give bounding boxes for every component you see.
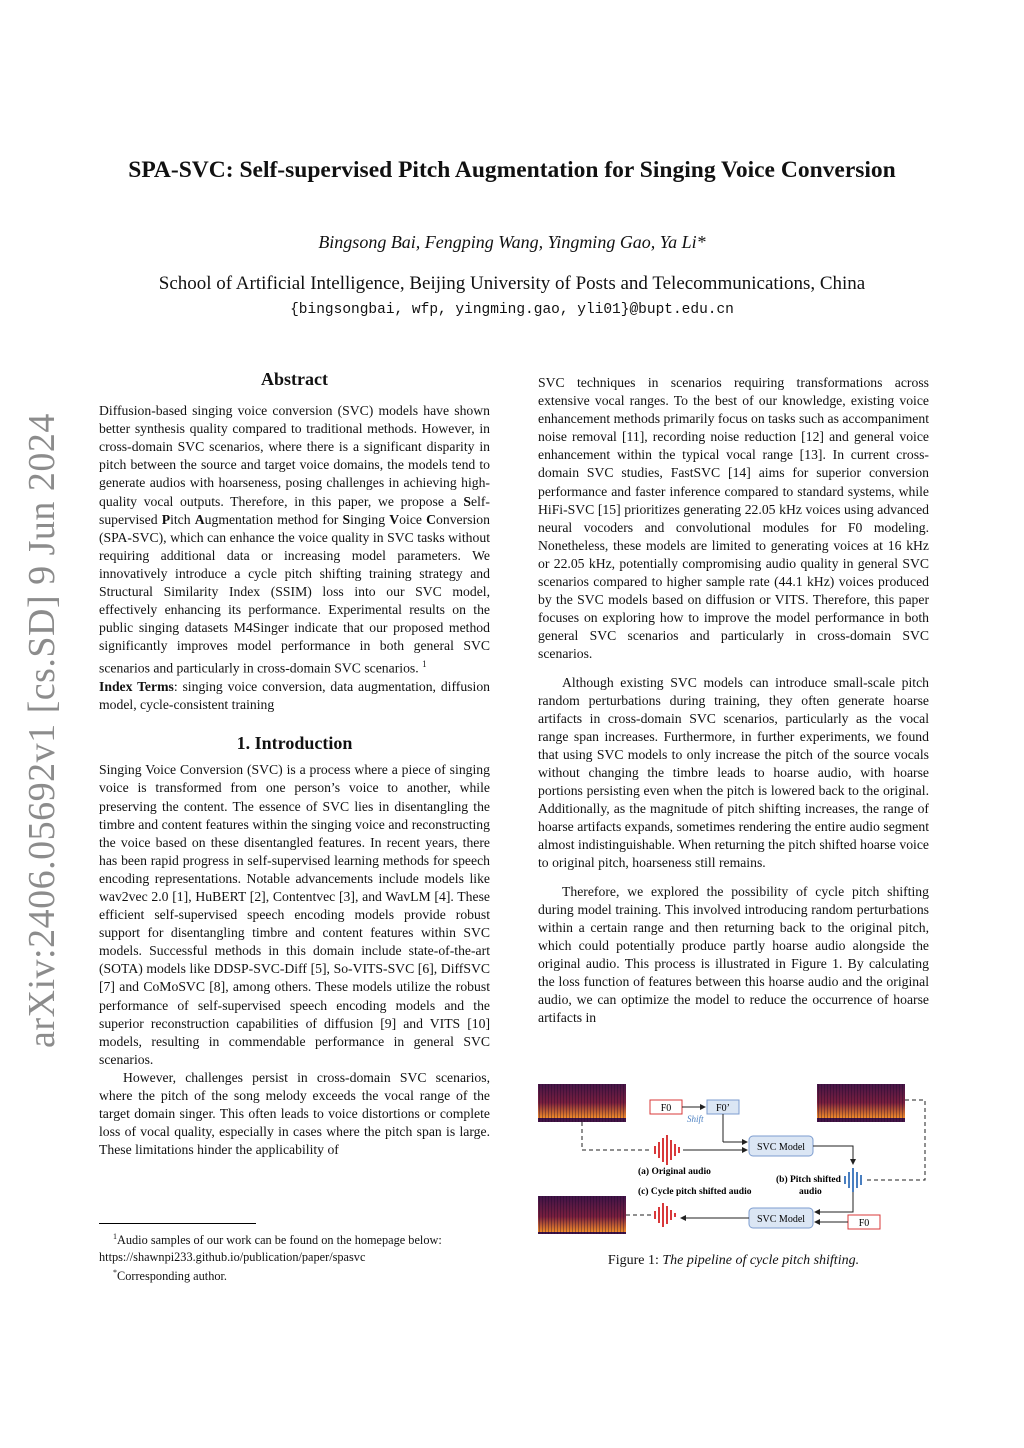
author-emails: {bingsongbai, wfp, yingming.gao, yli01}@bupt.edu.cn [290,302,734,318]
label-cycle-shifted: (c) Cycle pitch shifted audio [638,1187,752,1197]
intro-heading: 1. Introduction [236,733,353,754]
right-column [538,374,929,1027]
left-column [99,370,490,1159]
footnotes: $^1$Audio samples of our work can be found on the homepage below: https://shawnpi233.github.io/publication/paper/spasvc *Corresponding author. [99,1232,442,1284]
intro-paragraph-1: Singing Voice Conversion (SVC) is a process where a piece of singing voice is transformed from one person’s voice to another, while preserving the content. The essence of SVC lies in disentangling the timbre and content features within the singing voice and reconstructing the voice based on these disentangled features. In recent years, there has been rapid progress in self-supervised learning methods for speech encoding representations. Notable advancements include models like wav2vec 2.0 [1], HuBERT [2], Contentvec [3], and WavLM [4]. These efficient self-supervised speech encoding models provide robust support for disentangling timbre and content features within SVC models. Successful methods in this domain include state-of-the-art (SOTA) models like DDSP-SVC-Diff [5], So-VITS-SVC [6], DiffSVC [7] and CoMoSVC [8], among others. These models utilize the robust performance of self-supervised speech encoding models and the superior reconstruction capabilities of diffusion [9] and VITS [10] models, resulting in commendable performance in general SVC scenarios. [99,762,490,1067]
paper-title: SPA-SVC: Self-supervised Pitch Augmentation for Singing Voice Conversion [128,157,896,183]
footnote-rule [99,1223,256,1224]
intro-paragraph-3: SVC techniques in scenarios requiring transformations across extensive vocal ranges. To the best of our knowledge, existing voice enhancement methods primarily focus on tasks such as accompaniment noise removal [11], recording noise reduction [12] and general voice enhancement within the typical vocal range [13]. In current cross-domain SVC studies, FastSVC [14] aims for superior conversion performance and faster inference compared to standard systems, while HiFi-SVC [15] prioritizes generating 22.05 kHz voices using advanced neural vocoders and convolutional modules for F0 modeling. Nonetheless, these models are limited to generating voices at 16 kHz or 22.05 kHz, potentially compromising audio quality in general SVC scenarios compared to higher sample rate (44.1 kHz) voices produced by the SVC models based on diffusion or VITS. Therefore, this paper focuses on exploring how to improve the model performance in both general SVC scenarios and particularly in cross-domain SVC scenarios. [538,375,929,662]
svc-model-label-bottom: SVC Model [756,1214,806,1225]
waveform-original [655,1135,679,1165]
figure-pipeline [535,1080,935,1245]
label-pitch-shifted-1: (b) Pitch shifted [776,1175,841,1185]
waveform-cycle-shifted [655,1203,675,1227]
footnote-2: Corresponding author. [117,1269,227,1284]
spectrogram-cycle-shifted [538,1196,626,1234]
index-terms: Index Terms: singing voice conversion, data augmentation, diffusion model, cycle-consistent training [99,679,491,713]
figure-caption: Figure 1: The pipeline of cycle pitch shifting. [607,1253,860,1268]
author-list: Bingsong Bai, Fengping Wang, Yingming Gao, Ya Li* [318,232,706,252]
f0-label-bottom: F0 [858,1218,870,1229]
label-original-audio: (a) Original audio [638,1167,711,1177]
abstract-heading: Abstract [261,369,328,389]
f0-label: F0 [660,1103,672,1114]
abstract-body: Diffusion-based singing voice conversion (SVC) models have shown better synthesis quality compared to traditional methods. However, in cross-domain SVC scenarios, where there is a significant disparity in pitch between the source and target voice domains, the models tend to generate audios with hoarseness, posing challenges in achieving high-quality vocal outputs. Therefore, in this paper, we propose a Self-supervised Pitch Augmentation method for Singing Voice Conversion (SPA-SVC), which can enhance the voice quality in SVC tasks without requiring additional data or increasing model parameters. We innovatively introduce a cycle pitch shifting training strategy and Structural Similarity Index (SSIM) loss into our SVC model, effectively enhancing its performance. Experimental results on the public singing datasets M4Singer indicate that our proposed method significantly improves model performance in both general SVC scenarios and particularly in cross-domain SVC scenarios. $^1$ [99,403,490,676]
affiliation: School of Artificial Intelligence, Beijing University of Posts and Telecommunications, China [158,273,866,294]
intro-paragraph-5: Therefore, we explored the possibility of cycle pitch shifting during model training. This involved introducing random perturbations within a certain range and then returning back to the original pitch, which could potentially produce partly hoarse audio alongside the original audio. This process is illustrated in Figure 1. By calculating the loss function of features between this hoarse audio and the original audio, we can optimize the model to reduce the occurrence of hoarse artifacts in [538,883,929,1026]
f0-shifted-label: F0’ [716,1103,730,1114]
shift-label: Shift [687,1114,704,1124]
footnote-1: Audio samples of our work can be found on the homepage below: https://shawnpi233.github.io/publication/paper/spasvc [99,1233,442,1264]
spectrogram-pitch-shifted [817,1084,905,1122]
waveform-pitch-shifted [845,1168,861,1192]
intro-paragraph-4: Although existing SVC models can introduce small-scale pitch random perturbations during training, they often generate hoarse artifacts in cross-domain SVC scenarios, particularly as the vocal range span increases. Furthermore, in further experiments, we found that using SVC models to only increase the pitch of the source vocals without changing the timbre leads to hoarse audio, with hoarse portions persisting even when the pitch is lowered back to the original. Additionally, as the magnitude of pitch shifting increases, the range of hoarse artifacts expands, sometimes rendering the entire audio segment almost indistinguishable. When returning the pitch shifted hoarse voice to original pitch, hoarseness still remains. [538,674,929,871]
arxiv-identifier: arXiv:2406.05692v1 [cs.SD] 9 Jun 2024 [21,413,63,1048]
svc-model-label-top: SVC Model [756,1142,806,1153]
spectrogram-original [538,1084,626,1122]
footnote-ref: 1 [422,659,427,670]
intro-paragraph-2: However, challenges persist in cross-domain SVC scenarios, where the pitch of the song melody exceeds the vocal range of the target domain singer. This often leads to voice distortions or complete loss of vocal quality, especially in cases where the pitch span is large. These limitations hinder the applicability of [99,1069,490,1158]
label-pitch-shifted-2: audio [799,1187,822,1197]
